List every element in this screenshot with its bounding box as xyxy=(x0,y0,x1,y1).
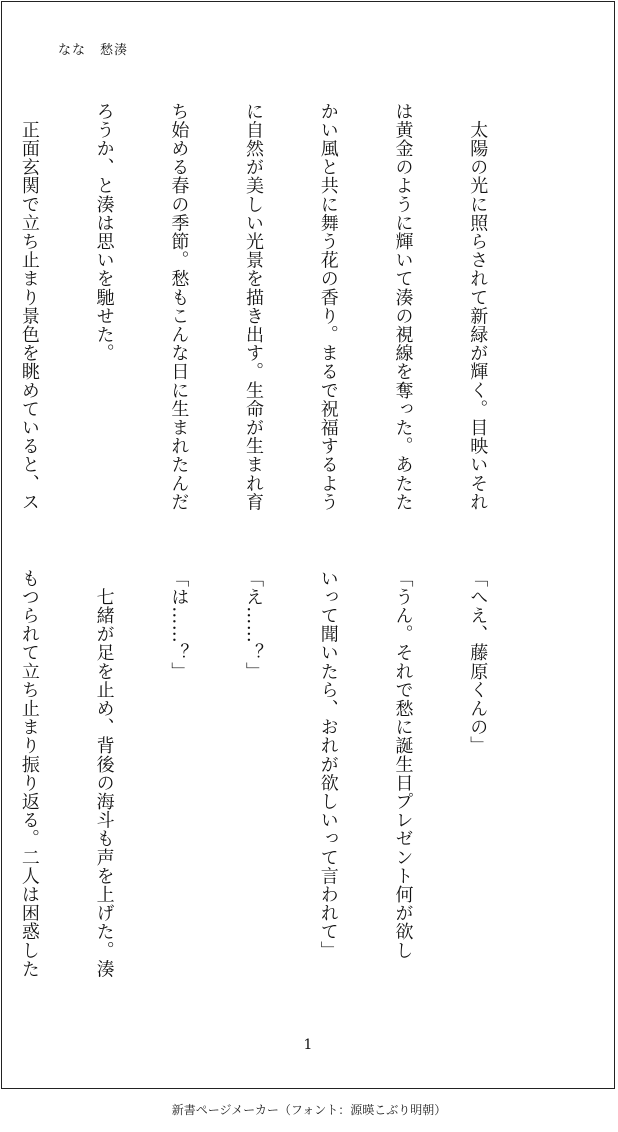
text-line: 太陽の光に照らされて新緑が輝く。目映いそれ xyxy=(467,102,489,512)
manuscript-page xyxy=(1,1,615,1089)
text-line: ろうか、と湊は思いを馳せた。 xyxy=(93,102,115,363)
text-line: もつられて立ち止まり振り返る。二人は困惑した xyxy=(18,569,40,979)
text-line: に自然が美しい光景を描き出す。生命が生まれ育 xyxy=(243,102,265,512)
text-block-upper xyxy=(18,102,539,532)
page-header: なな 愁湊 xyxy=(58,43,129,58)
text-line: 七緒が足を止め、背後の海斗も声を上げた。湊 xyxy=(93,569,115,979)
text-line: 「へえ、藤原くんの」 xyxy=(467,569,489,755)
page-number: 1 xyxy=(303,1037,313,1053)
text-line: 「は……？」 xyxy=(168,569,190,681)
text-line: ち始める春の季節。愁もこんな日に生まれたんだ xyxy=(168,102,190,512)
text-line: 正面玄関で立ち止まり景色を眺めていると、ス xyxy=(18,102,40,512)
text-line: 「え……？」 xyxy=(243,569,265,681)
text-line: いって聞いたら、おれが欲しいって言われて」 xyxy=(317,569,339,960)
footer-caption: 新書ページメーカー（フォント：源暎こぶり明朝） xyxy=(171,1103,447,1117)
text-line: かい風と共に舞う花の香り。まるで祝福するよう xyxy=(317,102,339,512)
text-block-lower xyxy=(18,569,539,999)
text-line: 「うん。それで愁に誕生日プレゼント何が欲し xyxy=(392,569,414,960)
text-line: は黄金のように輝いて湊の視線を奪った。あたた xyxy=(392,102,414,512)
